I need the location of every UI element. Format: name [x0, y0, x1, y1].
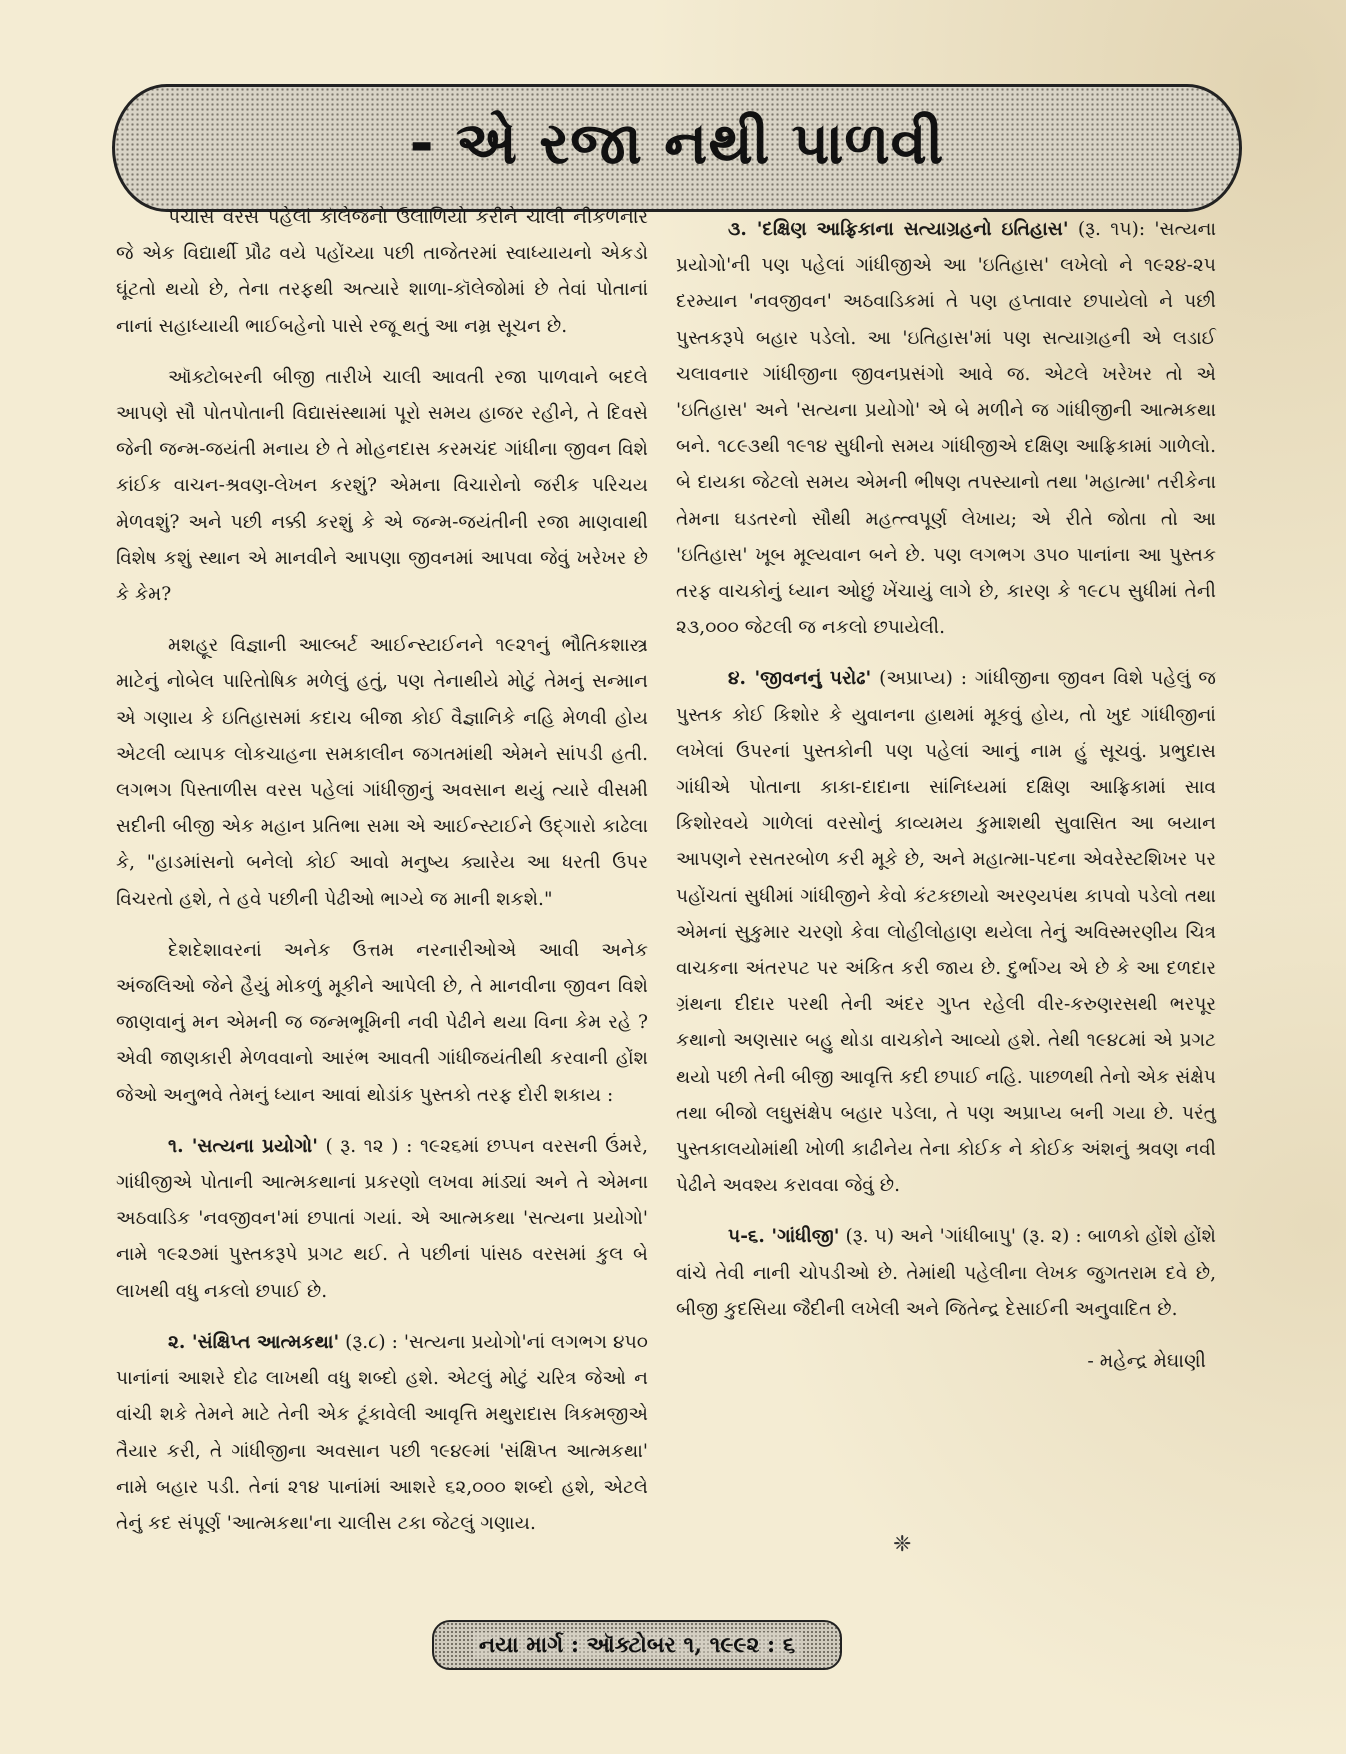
- book-entry: ૧. 'સત્યના પ્રયોગો' ( રૂ. ૧૨ ) : ૧૯૨૬માં છપ્પન વરસની ઉંમરે, ગાંધીજીએ પોતાની આત્મકથાનાં પ્રકરણો લખવા માંડ્યાં અને તે એમના અઠવાડિક 'નવજીવન'માં છપાતાં ગયાં. એ આત્મકથા 'સત્યના પ્રયોગો' નામે ૧૯૨૭માં પુસ્તકરૂપે પ્રગટ થઈ. તે પછીનાં પાંસઠ વરસમાં કુલ બે લાખથી વધુ નકલો છપાઈ છે.: [116, 1135, 648, 1302]
- footer-text: નયા માર્ગ : ઑક્ટોબર ૧, ૧૯૯૨ : ૬: [473, 1632, 801, 1658]
- book-entry: ૩. 'દક્ષિણ આફ્રિકાના સત્યાગ્રહનો ઇતિહાસ' (રૂ. ૧૫): 'સત્યના પ્રયોગો'ની પણ પહેલાં ગાંધીજીએ આ 'ઇતિહાસ' લખેલો ને ૧૯૨૪-૨૫ દરમ્યાન 'નવજીવન' અઠવાડિકમાં તે પણ હપ્તાવાર છપાયેલો ને પછી પુસ્તકરૂપે બહાર પડેલો. આ 'ઇતિહાસ'માં પણ સત્યાગ્રહની એ લડાઈ ચલાવનાર ગાંધીજીના જીવનપ્રસંગો આવે જ. એટલે ખરેખર તો એ 'ઇતિહાસ' અને 'સત્યના પ્રયોગો' એ બે મળીને જ ગાંધીજીની આત્મકથા બને. ૧૮૯૩થી ૧૯૧૪ સુધીનો સમય ગાંધીજીએ દક્ષિણ આફ્રિકામાં ગાળેલો. બે દાયકા જેટલો સમય એમની ભીષણ તપસ્યાનો તથા 'મહાત્મા' તરીકેના તેમના ઘડતરનો સૌથી મહત્ત્વપૂર્ણ લેખાય; એ રીતે જોતા તો આ 'ઇતિહાસ' ખૂબ મૂલ્યવાન બને છે. પણ લગભગ ૩૫૦ પાનાંના આ પુસ્તક તરફ વાચકોનું ધ્યાન ઓછું ખેંચાયું લાગે છે, કારણ કે ૧૯૮૫ સુધીમાં તેની ૨૩,૦૦૦ જેટલી જ નકલો છપાયેલી.: [676, 219, 1216, 639]
- right-column: [676, 212, 1216, 1379]
- paragraph: પચાસ વરસ પહેલાં કૉલેજનો ઉલાળિયો કરીને ચાલી નીકળનાર જે એક વિદ્યાર્થી પ્રૌઢ વયે પહોંચ્યા પછી તાજેતરમાં સ્વાધ્યાયનો એકડો ઘૂંટતો થયો છે, તેના તરફથી અત્યારે શાળા-કૉલેજોમાં છે તેવાં પોતાનાં નાનાં સહાધ્યાયી ભાઈબહેનો પાસે રજૂ થતું આ નમ્ર સૂચન છે.: [116, 207, 648, 337]
- book-entry: ૨. 'સંક્ષિપ્ત આત્મકથા' (રૂ.૮) : 'સત્યના પ્રયોગો'નાં લગભગ ૪૫૦ પાનાંનાં આશરે દોઢ લાખથી વધુ શબ્દો હશે. એટલું મોટું ચરિત્ર જેઓ ન વાંચી શકે તેમને માટે તેની એક ટૂંકાવેલી આવૃત્તિ મથુરાદાસ ત્રિકમજીએ તૈયાર કરી, તે ગાંધીજીના અવસાન પછી ૧૯૪૯માં 'સંક્ષિપ્ત આત્મકથા' નામે બહાર પડી. તેનાં ૨૧૪ પાનાંમાં આશરે ૬૨,૦૦૦ શબ્દો હશે, એટલે તેનું કદ સંપૂર્ણ 'આત્મકથા'ના ચાલીસ ટકા જેટલું ગણાય.: [116, 1331, 648, 1534]
- book-entry: ૫-૬. 'ગાંધીજી' (રૂ. ૫) અને 'ગાંધીબાપુ' (રૂ. ૨) : બાળકો હોંશે હોંશે વાંચે તેવી નાની ચોપડીઓ છે. તેમાંથી પહેલીના લેખક જુગતરામ દવે છે, બીજી કુદસિયા જૈદીની લખેલી અને જિતેન્દ્ર દેસાઈની અનુવાદિત છે.: [676, 1226, 1216, 1320]
- author-signature: - મહેન્દ્ર મેઘાણી: [1087, 1350, 1206, 1373]
- book-title: ૪. 'જીવનનું પરોઢ': [728, 668, 872, 690]
- book-title: ૫-૬. 'ગાંધીજી': [728, 1226, 840, 1248]
- article-title: - એ રજા નથી પાળવી: [409, 108, 945, 177]
- book-title: ૩. 'દક્ષિણ આફ્રિકાના સત્યાગ્રહનો ઇતિહાસ': [728, 219, 1069, 240]
- paragraph: ઑક્ટોબરની બીજી તારીખે ચાલી આવતી રજા પાળવાને બદલે આપણે સૌ પોતપોતાની વિદ્યાસંસ્થામાં પૂરો સમય હાજર રહીને, તે દિવસે જેની જન્મ-જયંતી મનાય છે તે મોહનદાસ કરમચંદ ગાંધીના જીવન વિશે કાંઈક વાચન-શ્રવણ-લેખન કરશું? એમના વિચારોનો જરીક પરિચય મેળવશું? અને પછી નક્કી કરશું કે એ જન્મ-જયંતીની રજા માણવાથી વિશેષ કશું સ્થાન એ માનવીને આપણા જીવનમાં આપવા જેવું ખરેખર છે કે કેમ?: [116, 366, 648, 606]
- paragraph: મશહૂર વિજ્ઞાની આલ્બર્ટ આઈન્સ્ટાઈનને ૧૯૨૧નું ભૌતિકશાસ્ત્ર માટેનું નોબેલ પારિતોષિક મળેલું હતું, પણ તેનાથીયે મોટું તેમનું સન્માન એ ગણાય કે ઇતિહાસમાં કદાચ બીજા કોઈ વૈજ્ઞાનિકે નહિ મેળવી હોય એટલી વ્યાપક લોકચાહના સમકાલીન જગતમાંથી એમને સાંપડી હતી. લગભગ પિસ્તાળીસ વરસ પહેલાં ગાંધીજીનું અવસાન થયું ત્યારે વીસમી સદીની બીજી એક મહાન પ્રતિભા સમા એ આઈન્સ્ટાઈને ઉદ્ગારો કાઢેલા કે, "હાડમાંસનો બનેલો કોઈ આવો મનુષ્ય ક્યારેય આ ધરતી ઉપર વિચરતો હશે, તે હવે પછીની પેઢીઓ ભાગ્યે જ માની શકશે.": [116, 635, 648, 910]
- paragraph: દેશદેશાવરનાં અનેક ઉત્તમ નરનારીઓએ આવી અનેક અંજલિઓ જેને હૈયું મોકળું મૂકીને આપેલી છે, તે માનવીના જીવન વિશે જાણવાનું મન એમની જ જન્મભૂમિની નવી પેઢીને થયા વિના કેમ રહે ? એવી જાણકારી મેળવવાનો આરંભ આવતી ગાંધીજયંતીથી કરવાની હોંશ જેઓ અનુભવે તેમનું ધ્યાન આવાં થોડાંક પુસ્તકો તરફ દોરી શકાય :: [116, 939, 648, 1106]
- book-entry: ૪. 'જીવનનું પરોઢ' (અપ્રાપ્ય) : ગાંધીજીના જીવન વિશે પહેલું જ પુસ્તક કોઈ કિશોર કે યુવાનના હાથમાં મૂકવું હોય, તો ખુદ ગાંધીજીનાં લખેલાં ઉપરનાં પુસ્તકોની પણ પહેલાં આનું નામ હું સૂચવું. પ્રભુદાસ ગાંધીએ પોતાના કાકા-દાદાના સાંનિધ્યમાં દક્ષિણ આફ્રિકામાં સાવ કિશોરવયે ગાળેલાં વરસોનું કાવ્યમય કુમાશથી સુવાસિત આ બયાન આપણને રસતરબોળ કરી મૂકે છે, અને મહાત્મા-પદના એવરેસ્ટશિખર પર પહોંચતાં સુધીમાં ગાંધીજીને કેવો કંટકછાયો અરણ્યપંથ કાપવો પડેલો તથા એમનાં સુકુમાર ચરણો કેવા લોહીલોહાણ થયેલા તેનું અવિસ્મરણીય ચિત્ર વાચકના અંતરપટ પર અંકિત કરી જાય છે. દુર્ભાગ્ય એ છે કે આ દળદાર ગ્રંથના દીદાર પરથી તેની અંદર ગુપ્ત રહેલી વીર-કરુણરસથી ભરપૂર કથાનો અણસાર બહુ થોડા વાચકોને આવ્યો હશે. તેથી ૧૯૪૮માં એ પ્રગટ થયો પછી તેની બીજી આવૃત્તિ કદી છપાઈ નહિ. પાછળથી તેનો એક સંક્ષેપ તથા બીજો લઘુસંક્ષેપ બહાર પડેલા, તે પણ અપ્રાપ્ય બની ગયા છે. પરંતુ પુસ્તકાલયોમાંથી ખોળી કાઢીનેય તેના કોઈક ને કોઈક અંશનું શ્રવણ નવી પેઢીને અવશ્ય કરાવવા જેવું છે.: [676, 668, 1216, 1197]
- page-footer: [432, 1620, 842, 1670]
- ornament-icon: ❈: [893, 1532, 912, 1557]
- book-title: ૧. 'સત્યના પ્રયોગો': [168, 1135, 318, 1157]
- book-title: ૨. 'સંક્ષિપ્ત આત્મકથા': [168, 1331, 340, 1353]
- title-banner: [112, 84, 1242, 212]
- left-column: [116, 200, 648, 1557]
